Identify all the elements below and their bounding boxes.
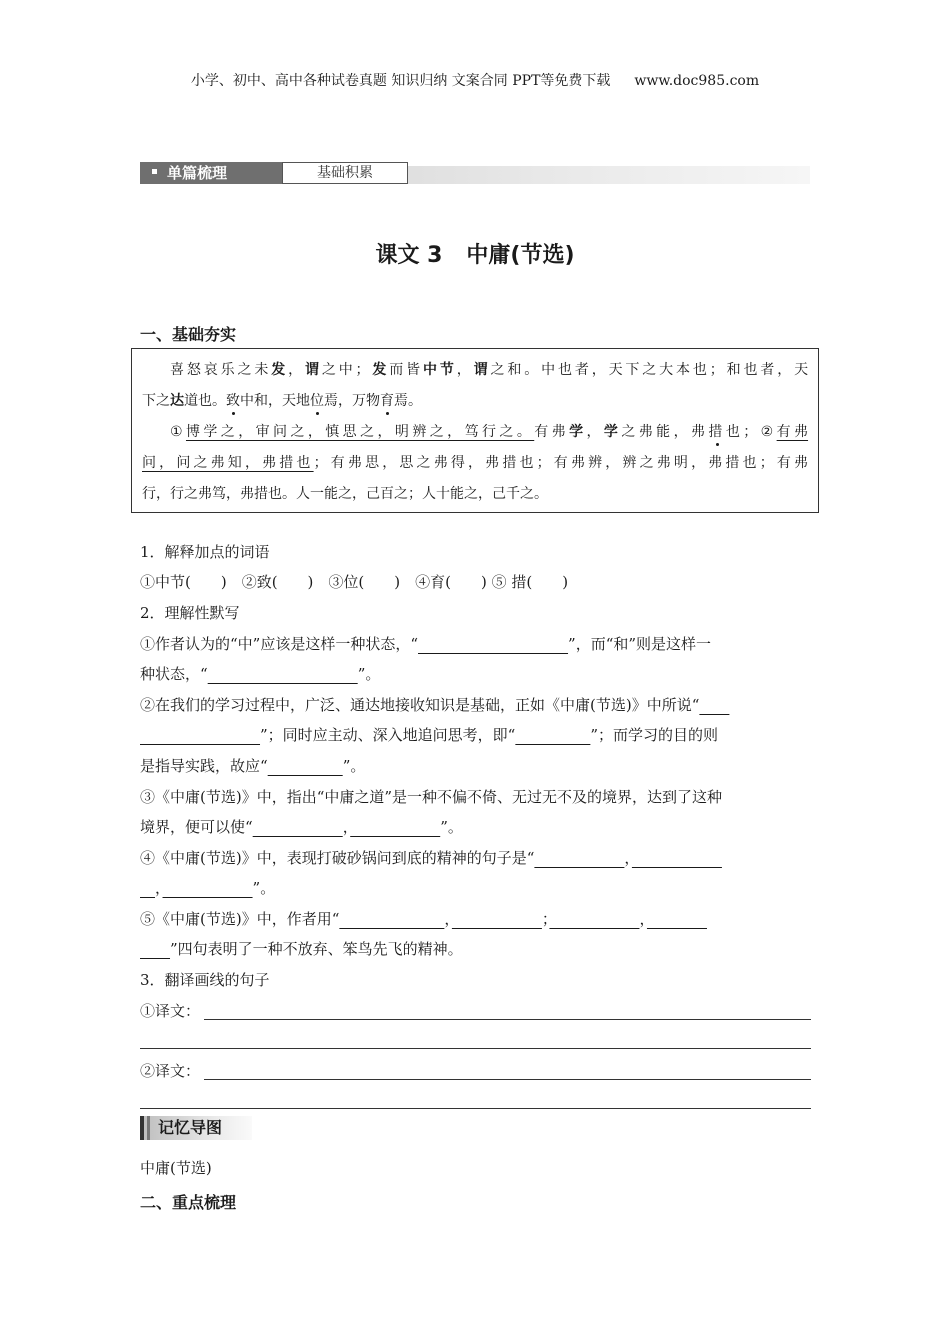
- header-text: 小学、初中、高中各种试卷真题 知识归纳 文案合同 PPT等免费下载: [190, 73, 611, 89]
- blank[interactable]: [418, 635, 568, 653]
- answer-line[interactable]: [204, 1019, 811, 1020]
- q3-t1-label: ①译文：: [140, 1002, 201, 1020]
- answer-line[interactable]: [140, 1108, 811, 1109]
- blank[interactable]: [632, 849, 722, 867]
- blank[interactable]: [549, 910, 639, 928]
- q2-s5: ⑤《中庸(节选)》中，作者用“ ， ； ，: [140, 904, 811, 934]
- passage-line: 问，问之弗知，弗措也；有弗思，思之弗得，弗措也；有弗辨，辨之弗明，弗措也；有弗: [142, 455, 809, 471]
- blank[interactable]: [140, 726, 260, 744]
- blank[interactable]: [515, 726, 590, 744]
- blank[interactable]: [647, 910, 707, 928]
- section-heading-2: 二、重点梳理: [140, 1193, 237, 1212]
- q2-s4: ④《中庸(节选)》中，表现打破砂锅问到底的精神的句子是“ ，: [140, 843, 811, 873]
- section-banner: [140, 160, 810, 186]
- passage-line: 喜怒哀乐之未发，谓之中；发而皆中节，谓之和。中也者，天下之大本也；和也者，天: [170, 362, 809, 378]
- blank[interactable]: [140, 879, 155, 897]
- q2-s3-cont: 境界，便可以使“ ， ”。: [140, 818, 463, 836]
- q2-title: 2．理解性默写: [140, 604, 240, 622]
- square-icon: [152, 169, 157, 174]
- section-heading-1: 一、基础夯实: [140, 325, 237, 344]
- blank[interactable]: [140, 940, 170, 958]
- passage-box: [131, 348, 819, 513]
- passage-line: 下之达道也。致中和，天地位焉，万物育焉。: [142, 393, 422, 409]
- blank[interactable]: [699, 696, 729, 714]
- header-site: www.doc985.com: [634, 73, 760, 89]
- passage-line: ①博学之，审问之，慎思之，明辨之，笃行之。有弗学，学之弗能，弗措也；②有弗: [170, 424, 809, 440]
- q3-title: 3．翻译画线的句子: [140, 971, 270, 989]
- banner-left: 单篇梳理: [140, 162, 282, 184]
- blank[interactable]: [163, 879, 253, 897]
- blank[interactable]: [339, 910, 444, 928]
- q2-s2-end: 是指导实践，故应“ ”。: [140, 757, 366, 775]
- memory-text: 中庸(节选): [140, 1159, 212, 1177]
- q2-s4-cont: ， ”。: [140, 873, 811, 903]
- answer-line[interactable]: [204, 1079, 811, 1080]
- q2-s2-cont: ”；同时应主动、深入地追问思考，即“ ”；而学习的目的则: [140, 720, 811, 750]
- q3-t2-label: ②译文：: [140, 1062, 201, 1080]
- q1-title: 1．解释加点的词语: [140, 543, 270, 561]
- page-title: 课文 3 中庸(节选): [375, 243, 575, 268]
- q2-s5-cont: ”四句表明了一种不放弃、笨鸟先飞的精神。: [140, 934, 811, 964]
- memory-map-banner: 记忆导图: [140, 1116, 252, 1140]
- blank[interactable]: [350, 818, 440, 836]
- q2-s1-cont: 种状态，“ ”。: [140, 665, 381, 683]
- q2-s2: ②在我们的学习过程中，广泛、通达地接收知识是基础，正如《中庸(节选)》中所说“: [140, 690, 811, 720]
- page-header: [0, 70, 950, 90]
- blank[interactable]: [534, 849, 624, 867]
- answer-line[interactable]: [140, 1048, 811, 1049]
- q2-s3: ③《中庸(节选)》中，指出“中庸之道”是一种不偏不倚、无过无不及的境界，达到了这种: [140, 788, 723, 806]
- passage-line: 行，行之弗笃，弗措也。人一能之，己百之；人十能之，己千之。: [142, 486, 548, 502]
- banner-right: 基础积累: [282, 162, 408, 184]
- q1-items: ①中节( ) ②致( ) ③位( ) ④育( ) ⑤ 措( ): [140, 573, 569, 591]
- blank[interactable]: [208, 665, 358, 683]
- blank[interactable]: [268, 757, 343, 775]
- q2-s1: ①作者认为的“中”应该是这样一种状态，“ ”，而“和”则是这样一: [140, 635, 712, 653]
- blank[interactable]: [253, 818, 343, 836]
- blank[interactable]: [452, 910, 542, 928]
